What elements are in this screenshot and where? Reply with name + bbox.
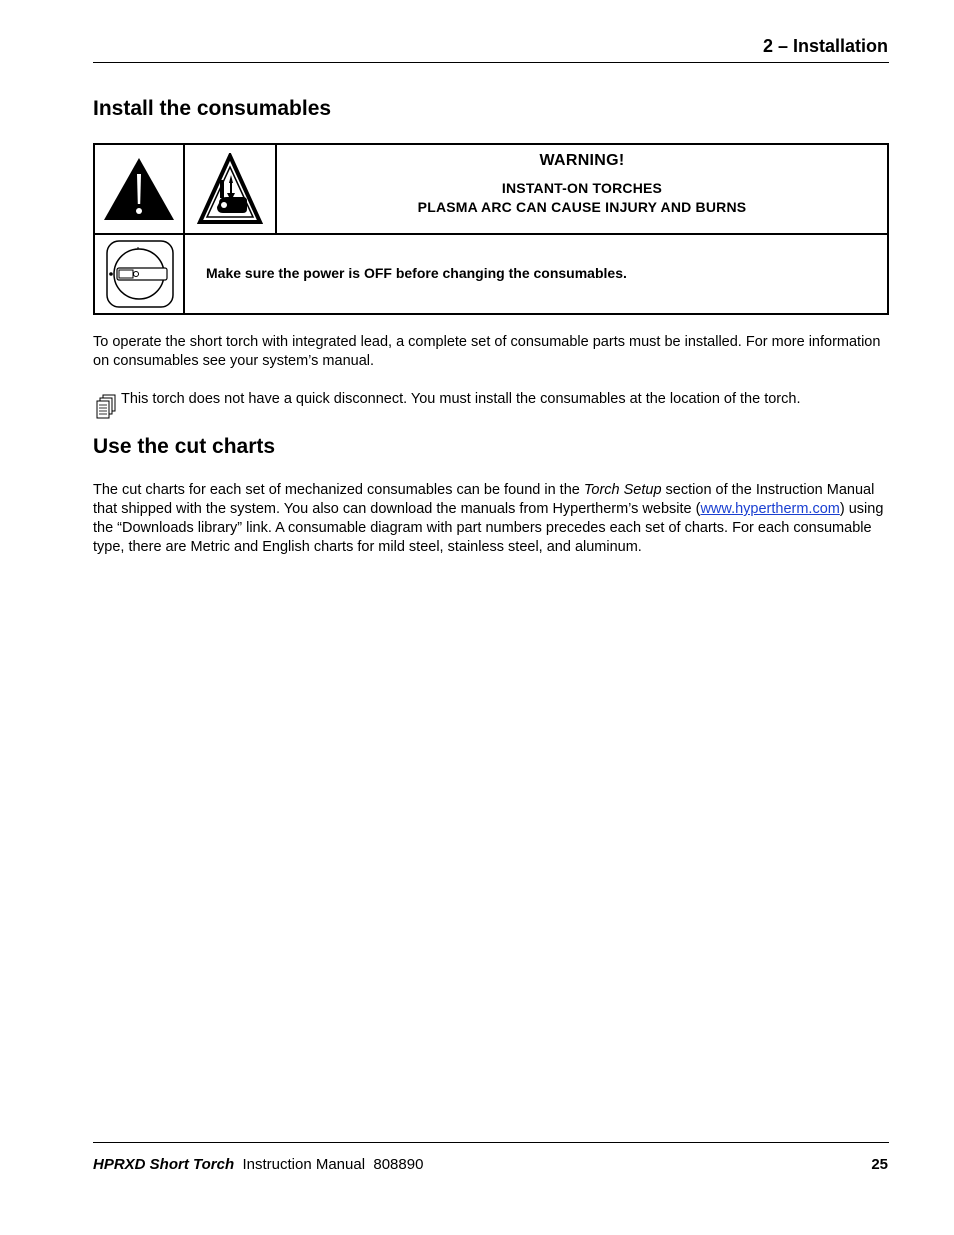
note-text: This torch does not have a quick disconnect. You must install the consumables at the location of the torch.	[121, 391, 801, 407]
footer-doc-title: Instruction Manual 808890	[242, 1156, 424, 1173]
warning-box	[93, 143, 889, 315]
warning-line-2: PLASMA ARC CAN CAUSE INJURY AND BURNS	[417, 199, 747, 215]
warning-title: WARNING!	[539, 152, 625, 169]
page-number: 25	[871, 1156, 888, 1173]
section-header-title: 2 – Installation	[762, 36, 888, 56]
power-icon-cell	[95, 233, 185, 313]
burn-icon-cell	[185, 145, 277, 233]
warning-line-1: INSTANT-ON TORCHES	[501, 180, 663, 196]
hand-burn-warning-icon	[197, 153, 263, 225]
footer-product-name: HPRXD Short Torch	[93, 1156, 235, 1173]
header-rule	[93, 62, 889, 63]
power-off-note: Make sure the power is OFF before changing the consumables.	[206, 265, 627, 281]
use-cut-charts-heading: Use the cut charts	[93, 435, 276, 458]
note-pages-icon	[95, 394, 117, 420]
power-switch-off-icon	[101, 237, 177, 311]
install-consumables-heading: Install the consumables	[93, 97, 332, 120]
warning-text-cell	[277, 145, 887, 233]
torch-setup-emphasis: Torch Setup	[583, 482, 662, 498]
warning-icon-cell	[95, 145, 185, 233]
footer-rule	[93, 1142, 889, 1143]
cut-charts-paragraph	[93, 481, 889, 557]
exclamation-triangle-icon	[102, 156, 176, 222]
cut-charts-text-2: section of the Instruction Manual that shipped with the system. You also can download the manuals from Hypertherm’s website (	[93, 482, 875, 517]
cut-charts-text-3: ) using the “Downloads library” link. A consumable diagram with part numbers precedes each set of charts. For each consumable type, there are Metric and English charts for mild steel, stainless steel, and aluminum.	[93, 501, 884, 555]
consumables-paragraph: To operate the short torch with integrated lead, a complete set of consumable parts must be installed. For more information on consumables see your system’s manual.	[93, 334, 881, 369]
power-note-cell	[185, 233, 887, 313]
hypertherm-website-link[interactable]: www.hypertherm.com	[700, 501, 840, 517]
cut-charts-text-1: The cut charts for each set of mechanized consumables can be found in the	[93, 482, 584, 498]
footer-doc-info	[93, 1156, 423, 1173]
